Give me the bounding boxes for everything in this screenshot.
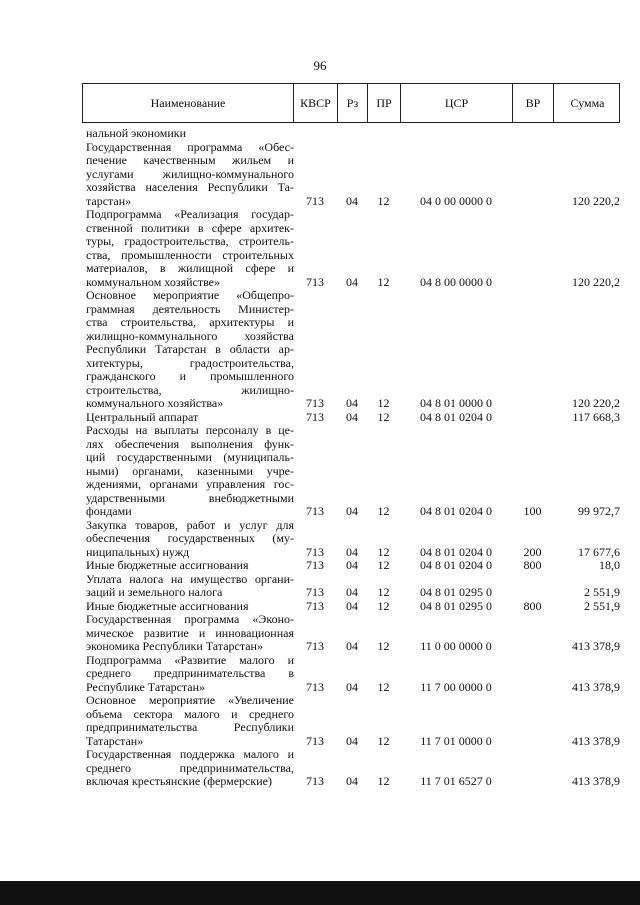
row-kvsr: 713 <box>306 598 324 613</box>
row-kvsr: 713 <box>306 679 324 694</box>
row-name-line: Государственная программа «Эконо- <box>86 613 294 626</box>
row-rz: 04 <box>346 274 358 289</box>
row-name-line: мическое развитие и инновационная <box>86 626 294 640</box>
row-sum: 413 378,9 <box>572 639 620 653</box>
row-csr: 04 8 01 0204 0 <box>420 558 492 572</box>
row-name-line: хозяйства населения Республики Та- <box>86 181 294 194</box>
row-name <box>82 600 294 614</box>
row-name-line: Центральный аппарат <box>86 410 199 424</box>
row-kvsr: 713 <box>306 774 324 788</box>
table-row <box>82 559 620 573</box>
row-kvsr: 713 <box>306 193 324 208</box>
row-name-line: Подпрограмма «Развитие малого и <box>86 653 294 667</box>
row-pr: 12 <box>377 544 390 559</box>
row-kvsr: 713 <box>306 733 324 748</box>
row-rz: 04 <box>346 774 358 788</box>
row-pr: 12 <box>377 585 390 599</box>
row-name-line: заций и земельного налога <box>86 586 223 599</box>
row-name-line: жилищно-коммунального хозяйства <box>86 329 294 343</box>
row-name-line: Расходы на выплаты персоналу в це- <box>86 424 294 437</box>
row-csr: 11 0 00 0000 0 <box>420 639 492 653</box>
row-name <box>82 694 294 748</box>
row-name-line: экономика Республики Татарстан» <box>86 640 263 653</box>
row-kvsr: 713 <box>306 504 324 518</box>
row-pr: 12 <box>377 598 390 613</box>
row-name-line: ственной политики в сфере архитек- <box>86 221 294 235</box>
row-rz: 04 <box>346 409 358 424</box>
header-sum: Сумма <box>570 96 605 110</box>
row-csr: 11 7 00 0000 0 <box>420 679 492 694</box>
row-rz: 04 <box>346 679 358 694</box>
row-rz: 04 <box>346 396 358 410</box>
table-row <box>82 289 620 411</box>
row-name <box>82 573 294 600</box>
row-rz: 04 <box>346 733 358 748</box>
row-name-line: Основное мероприятие «Увеличение <box>86 694 294 707</box>
header-csr: ЦСР <box>401 84 513 122</box>
row-rz: 04 <box>346 639 358 653</box>
row-sum: 117 668,3 <box>572 409 620 424</box>
row-rz: 04 <box>346 585 358 599</box>
row-name-line: строительства, жилищно- <box>86 383 294 397</box>
row-name-line: обеспечения государственных (му- <box>86 532 294 545</box>
row-name <box>82 127 294 141</box>
row-name-line: Татарстан» <box>86 734 144 748</box>
header-name: Наименование <box>83 84 294 122</box>
row-name <box>82 141 294 209</box>
budget-table <box>82 83 620 788</box>
row-name-line: Иные бюджетные ассигнования <box>86 599 249 613</box>
row-rz: 04 <box>346 598 358 613</box>
row-kvsr: 713 <box>306 274 324 289</box>
row-rz: 04 <box>346 544 358 559</box>
page-number: 96 <box>313 58 327 73</box>
row-rz: 04 <box>346 193 358 208</box>
row-name <box>82 748 294 789</box>
row-rz: 04 <box>346 504 358 518</box>
row-kvsr: 713 <box>306 396 324 410</box>
table-row <box>82 748 620 789</box>
header-vr: ВР <box>513 84 554 122</box>
row-name-line: коммунального хозяйства» <box>86 397 224 410</box>
row-pr: 12 <box>377 639 390 653</box>
row-name-line: предпринимательства Республики <box>86 721 294 734</box>
row-sum: 17 677,6 <box>578 544 620 559</box>
row-pr: 12 <box>377 558 390 572</box>
row-name-line: Уплата налога на имущество органи- <box>86 572 294 586</box>
row-name-line: материалов, в жилищной сфере и <box>86 262 294 275</box>
row-name <box>82 559 294 573</box>
row-name-line: ства, промышленности строительных <box>86 248 294 262</box>
row-name-line: Подпрограмма «Реализация государ- <box>86 208 294 221</box>
row-name <box>82 411 294 425</box>
row-name-line: нальной экономики <box>86 127 186 140</box>
row-kvsr: 713 <box>306 558 324 572</box>
row-name <box>82 613 294 654</box>
row-name-line: печение качественным жильем и <box>86 154 294 167</box>
row-name-line: среднего предпринимательства в <box>86 667 294 680</box>
row-name-line: ниципальных) нужд <box>86 545 190 559</box>
scan-bottom-edge <box>0 881 640 905</box>
row-name-line: лях обеспечения выполнения функ- <box>86 437 294 451</box>
row-name-line: коммунальном хозяйстве» <box>86 275 220 289</box>
row-pr: 12 <box>377 774 390 788</box>
row-name-line: объема сектора малого и среднего <box>86 707 294 721</box>
row-name <box>82 289 294 411</box>
row-csr: 04 8 01 0295 0 <box>420 598 492 613</box>
row-vr: 800 <box>523 598 542 613</box>
header-kvsr: КВСР <box>294 84 338 122</box>
row-name-line: Государственная программа «Обес- <box>86 140 294 154</box>
row-sum: 413 378,9 <box>572 774 620 788</box>
table-row <box>82 519 620 560</box>
row-csr: 04 8 01 0204 0 <box>420 409 492 424</box>
row-pr: 12 <box>377 733 390 748</box>
table-row <box>82 424 620 519</box>
table-body <box>82 127 620 789</box>
row-name <box>82 424 294 519</box>
row-csr: 04 8 01 0000 0 <box>420 396 492 410</box>
table-row <box>82 208 620 289</box>
row-name <box>82 654 294 695</box>
table-header <box>82 83 620 123</box>
row-name-line: граммная деятельность Министер- <box>86 302 294 316</box>
row-kvsr: 713 <box>306 409 324 424</box>
row-rz: 04 <box>346 558 358 572</box>
table-row <box>82 694 620 748</box>
row-sum: 2 551,9 <box>584 598 620 613</box>
row-pr: 12 <box>377 679 390 694</box>
row-vr: 200 <box>523 544 542 559</box>
row-sum: 413 378,9 <box>572 733 620 748</box>
row-name-line: туры, градостроительства, строитель- <box>86 235 294 248</box>
row-csr: 11 7 01 6527 0 <box>420 774 492 788</box>
row-vr: 100 <box>523 504 542 518</box>
row-name-line: хитектуры, градостроительства, <box>86 356 294 370</box>
row-sum: 413 378,9 <box>572 679 620 694</box>
row-sum: 120 220,2 <box>572 396 620 410</box>
table-row <box>82 573 620 600</box>
row-pr: 12 <box>377 274 390 289</box>
row-csr: 11 7 01 0000 0 <box>420 733 492 748</box>
table-row <box>82 654 620 695</box>
row-kvsr: 713 <box>306 585 324 599</box>
row-name-line: гражданского и промышленного <box>86 370 294 383</box>
row-name-line: ударственными внебюджетными <box>86 491 294 505</box>
table-row <box>82 613 620 654</box>
row-name-line: Иные бюджетные ассигнования <box>86 559 249 572</box>
row-pr: 12 <box>377 504 390 518</box>
header-pr: ПР <box>368 84 401 122</box>
table-row <box>82 600 620 614</box>
row-name-line: услугами жилищно-коммунального <box>86 167 294 181</box>
table-row <box>82 411 620 425</box>
row-name-line: тарстан» <box>86 194 132 208</box>
table-row <box>82 127 620 141</box>
row-sum: 99 972,7 <box>578 504 620 518</box>
row-name-line: ными) органами, казенными учре- <box>86 464 294 478</box>
row-name-line: Республике Татарстан» <box>86 680 206 694</box>
table-row <box>82 141 620 209</box>
row-sum: 120 220,2 <box>572 193 620 208</box>
row-vr: 800 <box>523 558 542 572</box>
row-name-line: среднего предпринимательства, <box>86 761 294 775</box>
row-name-line: Закупка товаров, работ и услуг для <box>86 518 294 532</box>
row-kvsr: 713 <box>306 639 324 653</box>
row-name-line: Республики Татарстан в области ар- <box>86 343 294 356</box>
row-sum: 120 220,2 <box>572 274 620 289</box>
row-name-line: включая крестьянские (фермерские) <box>86 775 272 788</box>
row-csr: 04 8 01 0204 0 <box>420 544 492 559</box>
row-sum: 2 551,9 <box>584 585 620 599</box>
row-name-line: ства строительства, архитектуры и <box>86 316 294 329</box>
row-name-line: ций государственными (муниципаль- <box>86 451 294 464</box>
row-name <box>82 208 294 289</box>
row-kvsr: 713 <box>306 544 324 559</box>
row-name-line: Основное мероприятие «Общепро- <box>86 289 294 302</box>
row-pr: 12 <box>377 396 390 410</box>
row-sum: 18,0 <box>599 558 620 572</box>
row-csr: 04 0 00 0000 0 <box>420 193 492 208</box>
row-name <box>82 519 294 560</box>
row-name-line: фондами <box>86 505 132 518</box>
row-name-line: Государственная поддержка малого и <box>86 748 294 761</box>
row-csr: 04 8 01 0295 0 <box>420 585 492 599</box>
header-rz: Рз <box>338 84 368 122</box>
row-pr: 12 <box>377 193 390 208</box>
row-pr: 12 <box>377 409 390 424</box>
row-name-line: ждениями, органами управления гос- <box>86 478 294 491</box>
row-csr: 04 8 00 0000 0 <box>420 274 492 289</box>
row-csr: 04 8 01 0204 0 <box>420 504 492 518</box>
